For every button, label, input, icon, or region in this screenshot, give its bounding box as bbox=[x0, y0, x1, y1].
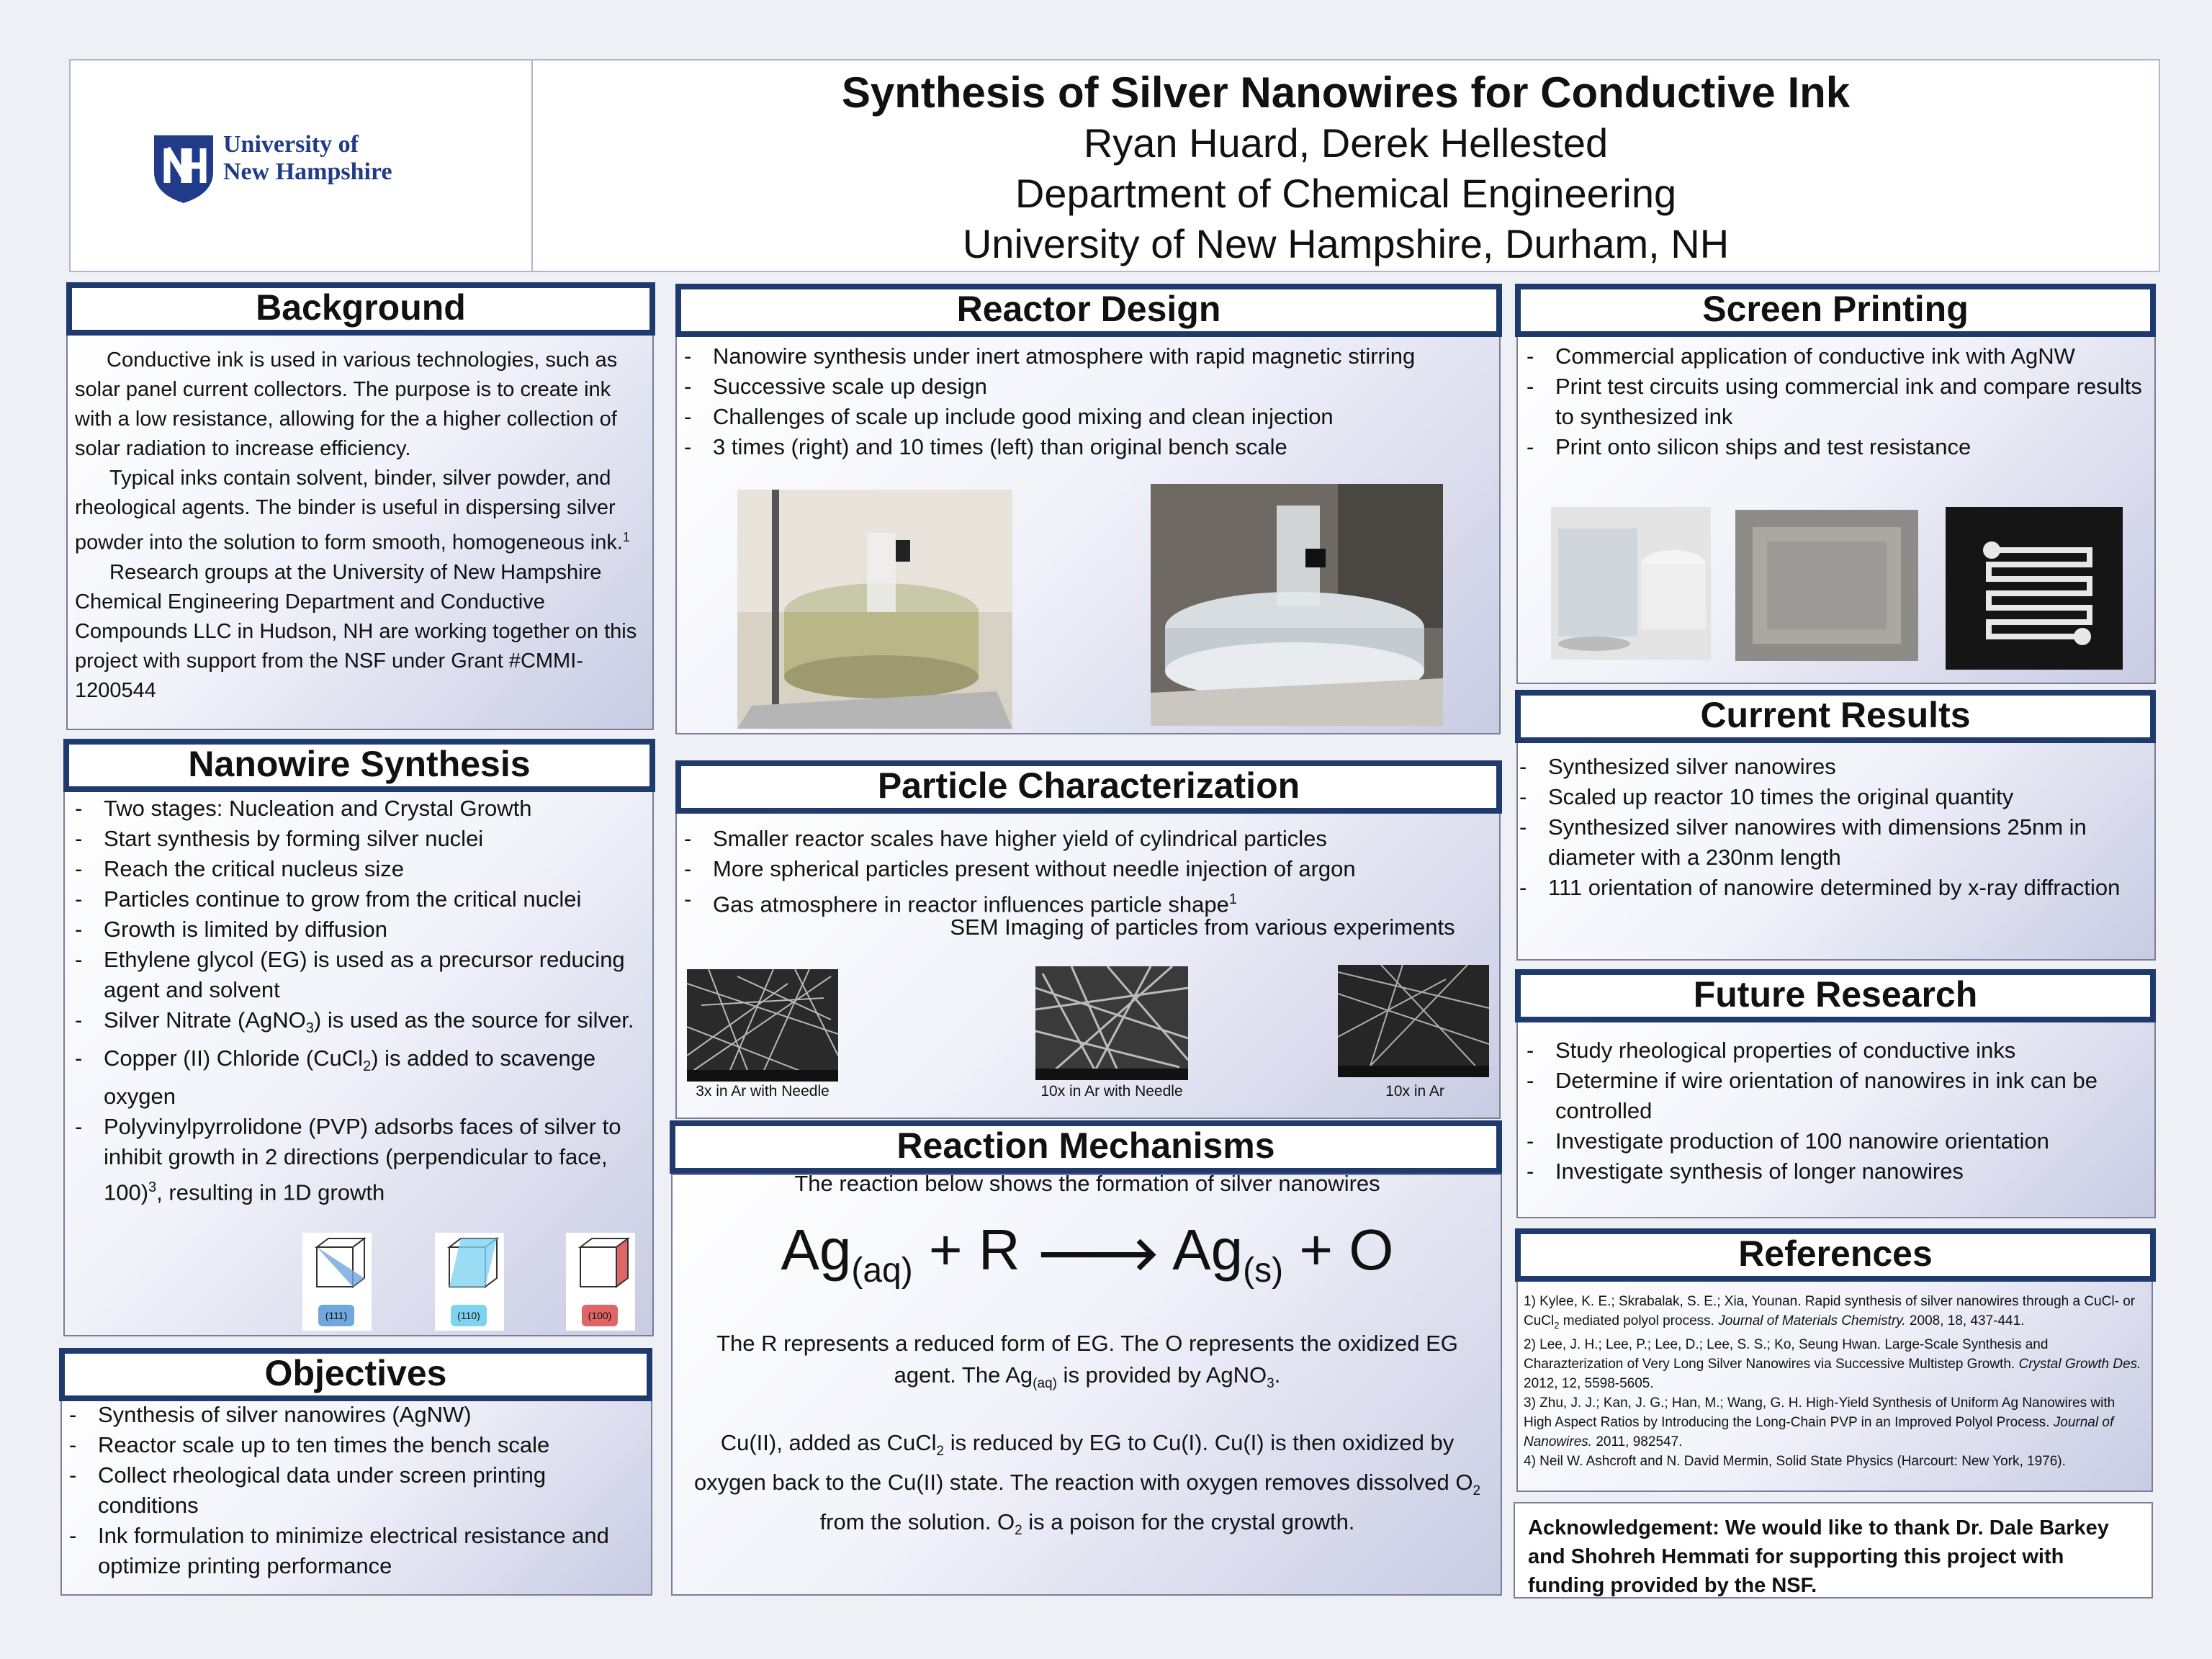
crystal-label-text: (110) bbox=[457, 1310, 480, 1321]
objectives-item: - Ink formulation to minimize electrical resistance and optimize printing performance bbox=[62, 1521, 645, 1581]
synthesis-item: - Ethylene glycol (EG) is used as a precursor reducing agent and solvent bbox=[68, 945, 644, 1005]
screen-title: Screen Printing bbox=[1515, 284, 2156, 337]
mechanisms-title: Reaction Mechanisms bbox=[670, 1120, 1502, 1174]
background-para-2-text: Typical inks contain solvent, binder, silver powder, and rheological agents. The binder is useful in dispersing silver powder into the solution to form smooth, homogeneous ink. bbox=[75, 467, 623, 554]
reference-text: mediated polyol process. bbox=[1559, 1313, 1719, 1328]
results-title: Current Results bbox=[1515, 690, 2156, 743]
synthesis-item-cucl2 bbox=[68, 1043, 644, 1112]
poster-institution: University of New Hampshire, Durham, NH bbox=[962, 221, 1730, 266]
reaction-equation bbox=[677, 1217, 1498, 1290]
reference-1 bbox=[1524, 1292, 2144, 1335]
synthesis-item: - Particles continue to grow from the critical nuclei bbox=[68, 884, 644, 914]
pvp-text: Polyvinylpyrrolidone (PVP) adsorbs faces of silver to inhibit growth in 2 directions (perpendicular to face, 100) bbox=[104, 1114, 621, 1205]
pvp-ref: 3 bbox=[148, 1179, 157, 1196]
objectives-list bbox=[62, 1400, 645, 1581]
sem-image-10x bbox=[1338, 965, 1489, 1077]
sem-image-10x-needle bbox=[1035, 966, 1188, 1080]
reference-4: 4) Neil W. Ashcroft and N. David Mermin, Solid State Physics (Harcourt: New York, 1976). bbox=[1524, 1453, 2066, 1469]
background-text bbox=[75, 346, 644, 706]
synthesis-item-agno3 bbox=[68, 1005, 644, 1043]
title-cell bbox=[533, 60, 2159, 271]
mechanisms-para-1-text: is provided by AgNO bbox=[1056, 1362, 1267, 1388]
synthesis-item-pvp bbox=[68, 1112, 644, 1208]
equation-ag-reactant: Ag bbox=[781, 1218, 852, 1282]
particle-gas-ref: 1 bbox=[1228, 891, 1237, 907]
future-title: Future Research bbox=[1515, 969, 2156, 1022]
mechanisms-sub: 2 bbox=[936, 1444, 945, 1460]
reference-journal: Journal of Nanowires. bbox=[1524, 1414, 2114, 1449]
cucl2-sub: 2 bbox=[363, 1058, 372, 1075]
crystal-label-111 bbox=[318, 1305, 354, 1326]
acknowledgement: Acknowledgement: We would like to thank Dr. Dale Barkey and Shohreh Hemmati for supporting this project with funding provided by the NSF. bbox=[1514, 1502, 2153, 1599]
crystal-label-text: (100) bbox=[588, 1310, 612, 1321]
reactor-item: - Challenges of scale up include good mixing and clean injection bbox=[677, 402, 1491, 432]
background-para-2 bbox=[75, 464, 644, 558]
future-list bbox=[1519, 1035, 2146, 1187]
background-para-2-ref: 1 bbox=[622, 530, 630, 544]
crystal-110-diagram bbox=[435, 1233, 504, 1331]
reference-text: 2) Lee, J. H.; Lee, P.; Lee, D.; Lee, S. S.; Ko, Seung Hwan. Large-Scale Synthesis and Charazterization of Very Long Silver Nanowires via Successive Multistep Growth. bbox=[1524, 1336, 2049, 1372]
results-item: - Synthesized silver nanowires with dimensions 25nm in diameter with a 230nm length bbox=[1512, 812, 2146, 873]
crystal-label-110 bbox=[451, 1305, 487, 1326]
equation-sub-s: (s) bbox=[1243, 1251, 1284, 1290]
cucl2-text: Copper (II) Chloride (CuCl bbox=[104, 1046, 364, 1071]
equation-sub-aq: (aq) bbox=[851, 1251, 913, 1290]
reaction-arrow-icon: 🡒 bbox=[1035, 1228, 1160, 1281]
mechanisms-para-2-text: is a poison for the crystal growth. bbox=[1022, 1509, 1355, 1535]
mechanisms-para-2-text: is reduced by EG to Cu(I). Cu(I) is then oxidized by oxygen back to the Cu(II) state. The reaction with oxygen removes dissolved O bbox=[693, 1430, 1473, 1496]
sem-image-3x-needle bbox=[687, 969, 838, 1082]
mechanisms-intro: The reaction below shows the formation of silver nanowires bbox=[794, 1171, 1380, 1196]
agno3-text-post: ) is used as the source for silver. bbox=[313, 1007, 634, 1033]
poster-authors: Ryan Huard, Derek Hellested bbox=[1083, 120, 1609, 166]
crystal-cube-icon bbox=[435, 1233, 504, 1305]
reference-journal: Crystal Growth Des. bbox=[2018, 1356, 2141, 1372]
particle-gas-text: Gas atmosphere in reactor influences particle shape bbox=[713, 891, 1229, 917]
reactor-list bbox=[677, 341, 1491, 462]
mechanisms-para-1 bbox=[691, 1328, 1483, 1400]
equation-plus-o: + O bbox=[1283, 1218, 1394, 1282]
synthesis-item: - Reach the critical nucleus size bbox=[68, 854, 644, 884]
reference-text: 2011, 982547. bbox=[1592, 1434, 1683, 1449]
pvp-text-post: , resulting in 1D growth bbox=[156, 1179, 385, 1205]
synthesis-title: Nanowire Synthesis bbox=[63, 739, 655, 792]
logo-line-2: New Hampshire bbox=[223, 158, 392, 185]
objectives-title: Objectives bbox=[59, 1348, 652, 1401]
results-list bbox=[1512, 752, 2146, 903]
mechanisms-para-2-text: from the solution. O bbox=[819, 1509, 1015, 1535]
synthesis-item: - Start synthesis by forming silver nuclei bbox=[68, 824, 644, 854]
logo-text bbox=[223, 131, 392, 186]
objectives-item: - Reactor scale up to ten times the bench scale bbox=[62, 1430, 645, 1460]
reference-text: 2008, 18, 437-441. bbox=[1905, 1313, 2025, 1328]
background-title: Background bbox=[66, 282, 655, 336]
crystal-cube-icon bbox=[302, 1233, 372, 1305]
logo-cell bbox=[71, 60, 533, 271]
reactor-title: Reactor Design bbox=[675, 284, 1502, 337]
agno3-text: Silver Nitrate (AgNO bbox=[104, 1007, 306, 1033]
crystal-label-100 bbox=[582, 1305, 618, 1326]
background-para-1: Conductive ink is used in various technologies, such as solar panel current collectors. The purpose is to create ink with a low resistance, allowing for the a higher collection of solar radiation to increase efficiency. bbox=[75, 349, 618, 460]
mechanisms-para-1-text: The R represents a reduced form of EG. The O represents the oxidized EG agent. The Ag bbox=[716, 1331, 1458, 1388]
poster-header bbox=[69, 59, 2160, 272]
future-item: - Investigate synthesis of longer nanowires bbox=[1519, 1156, 2146, 1187]
background-para-3: Research groups at the University of New Hampshire Chemical Engineering Department and Conductive Compounds LLC in Hudson, NH are working together on this project with support from the NSF under Grant #CMMI-1200544 bbox=[75, 560, 637, 702]
reference-text: 2012, 12, 5598-5605. bbox=[1524, 1375, 1654, 1391]
equation-plus-r: + R bbox=[912, 1218, 1036, 1282]
screen-item: - Print test circuits using commercial ink and compare results to synthesized ink bbox=[1519, 372, 2146, 432]
reactor-item: - Nanowire synthesis under inert atmosphere with rapid magnetic stirring bbox=[677, 341, 1491, 372]
reference-2 bbox=[1524, 1335, 2144, 1393]
mechanisms-para-2 bbox=[684, 1427, 1491, 1547]
mechanisms-para-2-text: Cu(II), added as CuCl bbox=[720, 1430, 937, 1455]
crystal-100-diagram bbox=[566, 1233, 635, 1331]
results-item: - 111 orientation of nanowire determined by x-ray diffraction bbox=[1512, 873, 2146, 903]
unh-shield-icon bbox=[151, 132, 216, 204]
cucl2-text-post: ) is added to scavenge oxygen bbox=[104, 1046, 596, 1110]
mechanisms-para-1-text: . bbox=[1274, 1362, 1281, 1388]
reference-text: 3) Zhu, J. J.; Kan, J. G.; Han, M.; Wang, G. H. High-Yield Synthesis of Uniform Ag Nanowires with High Aspect Ratios by Introducing the Long-Chain PVP in an Improved Polyol Process. bbox=[1524, 1395, 2116, 1430]
sem-caption-10x: 10x in Ar bbox=[1385, 1083, 1444, 1100]
results-item: - Scaled up reactor 10 times the original quantity bbox=[1512, 782, 2146, 812]
future-item: - Determine if wire orientation of nanowires in ink can be controlled bbox=[1519, 1066, 2146, 1126]
printed-circuit-photo bbox=[1946, 507, 2123, 670]
crystal-111-diagram bbox=[302, 1233, 372, 1331]
synthesis-item: - Growth is limited by diffusion bbox=[68, 914, 644, 945]
particle-title: Particle Characterization bbox=[675, 760, 1502, 814]
reactor-item: - 3 times (right) and 10 times (left) than original bench scale bbox=[677, 432, 1491, 462]
screen-item: - Commercial application of conductive ink with AgNW bbox=[1519, 341, 2146, 372]
references-title: References bbox=[1515, 1228, 2156, 1282]
future-item: - Study rheological properties of conductive inks bbox=[1519, 1035, 2146, 1066]
particle-item: - More spherical particles present without needle injection of argon bbox=[677, 854, 1491, 884]
sem-caption: SEM Imaging of particles from various experiments bbox=[950, 914, 1455, 940]
mechanisms-sub: 2 bbox=[1015, 1523, 1022, 1539]
reference-sub: 2 bbox=[1554, 1319, 1560, 1331]
reactor-item: - Successive scale up design bbox=[677, 372, 1491, 402]
reference-journal: Journal of Materials Chemistry. bbox=[1718, 1313, 1906, 1328]
reference-3 bbox=[1524, 1393, 2144, 1452]
reference-text: 1) Kylee, K. E.; Skrabalak, S. E.; Xia, Younan. Rapid synthesis of silver nanowires through a CuCl- or CuCl bbox=[1524, 1294, 2136, 1328]
mechanisms-sub: 3 bbox=[1267, 1376, 1274, 1392]
equation-ag-product: Ag bbox=[1159, 1218, 1244, 1282]
particle-item: - Smaller reactor scales have higher yield of cylindrical particles bbox=[677, 824, 1491, 854]
objectives-item: - Collect rheological data under screen printing conditions bbox=[62, 1460, 645, 1521]
crystal-cube-icon bbox=[566, 1233, 635, 1305]
crystal-label-text: (111) bbox=[325, 1310, 348, 1321]
agno3-sub: 3 bbox=[305, 1020, 314, 1037]
sem-caption-3x-needle: 3x in Ar with Needle bbox=[696, 1083, 830, 1100]
screen-list bbox=[1519, 341, 2146, 462]
poster-title: Synthesis of Silver Nanowires for Conductive Ink bbox=[841, 68, 1851, 117]
particle-list bbox=[677, 824, 1491, 920]
poster-department: Department of Chemical Engineering bbox=[1015, 171, 1677, 216]
logo-line-1: University of bbox=[223, 131, 359, 158]
screen-frame-photo bbox=[1735, 510, 1918, 661]
reactor-3x-photo bbox=[737, 490, 1012, 729]
mechanisms-sub: 2 bbox=[1473, 1483, 1481, 1499]
synthesis-item: - Two stages: Nucleation and Crystal Growth bbox=[68, 793, 644, 824]
mechanisms-sub: (aq) bbox=[1033, 1376, 1057, 1392]
screen-item: - Print onto silicon ships and test resistance bbox=[1519, 432, 2146, 462]
ink-jars-photo bbox=[1551, 507, 1711, 660]
future-item: - Investigate production of 100 nanowire orientation bbox=[1519, 1126, 2146, 1156]
results-item: - Synthesized silver nanowires bbox=[1512, 752, 2146, 782]
synthesis-list bbox=[68, 793, 644, 1208]
objectives-item: - Synthesis of silver nanowires (AgNW) bbox=[62, 1400, 645, 1430]
references-list bbox=[1524, 1292, 2144, 1471]
reactor-10x-photo bbox=[1151, 484, 1443, 726]
sem-caption-10x-needle: 10x in Ar with Needle bbox=[1040, 1083, 1183, 1100]
